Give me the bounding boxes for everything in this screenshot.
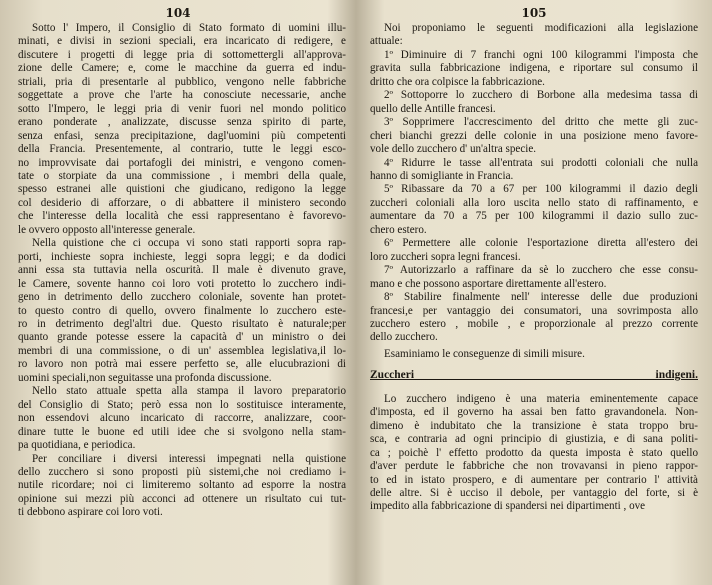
text-line: loro zuccheri sopra legni francesi.: [370, 250, 521, 263]
text-line: ca ; poichè l' effetto prodotto da questa imposta è stato quello: [370, 446, 698, 459]
text-line: opinione sui mezzi più acconci ad ottenere un risultato cui tut-: [18, 492, 346, 505]
proposal-item: [370, 89, 698, 116]
text-line: attuale:: [370, 35, 403, 48]
text-line: porti, inchieste sopra inchieste, leggi sopra leggi; e da dodici: [18, 250, 346, 263]
proposal-item: [370, 291, 698, 345]
text-line: dimeno è indubitato che la transizione è stata troppo bru-: [370, 419, 698, 432]
intro-paragraph: [370, 22, 698, 49]
text-line: nutile ricordare; noi ci limiteremo soltanto ad esporre la nostra: [18, 479, 346, 492]
text-line: tate o storpiate da una commissione , i membri della quale,: [18, 169, 346, 182]
text-line: non essendovi alcuno incaricato di raccorre, analizzare, coor-: [18, 412, 346, 425]
text-line: 6º Permettere alle colonie l'esportazione diretta all'estero dei: [384, 237, 698, 250]
text-line: del Consiglio di Stato; però essa non lo sostituisce interamente,: [18, 398, 346, 411]
text-line: 3º Sopprimere l'accrescimento del dritto che mette gli zuc-: [384, 116, 698, 129]
text-line: quanto grande potesse essere la capacità d' un ministro o dei: [18, 331, 346, 344]
text-line: dritto che ora colpisce la fabbricazione.: [370, 75, 545, 88]
text-line: 5º Ribassare da 70 a 67 per 100 kilogrammi il dazio degli: [384, 183, 698, 196]
left-page-body: [0, 20, 356, 520]
text-line: soggettate a prove che l'arte ha conosciute necessarie, anche: [18, 89, 346, 102]
text-line: 2º Sottoporre lo zucchero di Borbone alla medesima tassa di: [384, 89, 698, 102]
text-line: ro in detrimento degl'altri due. Questo risultato è naturale;per: [18, 317, 346, 330]
text-line: che l'interesse della località che essi rappresentano è favorevo-: [18, 210, 346, 223]
text-line: minati, e divisi in sezioni speciali, era incaricato di redigere, e: [18, 35, 346, 48]
proposal-item: [370, 264, 698, 291]
text-line: Lo zucchero indigeno è una materia eminentemente capace: [384, 392, 698, 405]
text-line: cheri bianchi grezzi delle colonie in una posizione meno favore-: [370, 129, 698, 142]
closing-line: [370, 348, 698, 361]
text-line: membri di una commissione, o di un' assemblea legislativa,il lo-: [18, 344, 346, 357]
paragraph: [370, 393, 698, 514]
text-line: delle altre. Si è ucciso il debole, per vantaggio del forte, si è: [370, 486, 698, 499]
text-line: Nello stato attuale spetta alla stampa il lavoro preparatorio: [32, 385, 346, 398]
text-line: no improvvisate dai portafogli dei ministri, e vengono comen-: [18, 156, 346, 169]
text-line: to questo contro di quello, ovvero finalmente lo zucchero este-: [18, 304, 346, 317]
text-line: quello delle Antille francesi.: [370, 102, 496, 115]
text-line: col desiderio di afforzare, o di abbattere il ministero secondo: [18, 196, 346, 209]
text-line: aumentare da 70 a 75 per 100 kilogrammi il dazio sullo zuc-: [370, 210, 698, 223]
text-line: mano e che possono asportare direttamente all'estero.: [370, 277, 607, 290]
text-line: hanno di somigliante in Francia.: [370, 169, 514, 182]
text-line: d'imposta, ed il governo ha assai ben fatto gravandonela. Non-: [370, 406, 698, 419]
text-line: anni essa sta tuttavia nella oscurità. Il male è divenuto grave,: [18, 264, 346, 277]
text-line: vole dello zucchero d' un'altra specie.: [370, 143, 537, 156]
text-line: erano ponderate , analizzate, discusse senza spirito di parte,: [18, 116, 346, 129]
text-line: discutere i progetti di legge pria di sottomettergli all'approva-: [18, 48, 346, 61]
text-line: 7º Autorizzarlo a raffinare da sè lo zucchero che esse consu-: [384, 264, 698, 277]
text-line: Nella quistione che ci occupa vi sono stati rapporti sopra rap-: [32, 237, 346, 250]
text-line: striali, pria di presentarle al pubblico, vengono nelle fabbriche: [18, 75, 346, 88]
text-line: 4º Ridurre le tasse all'entrata sui prodotti coloniali che nulla: [384, 156, 698, 169]
text-line: Noi proponiamo le seguenti modificazioni alla legislazione: [384, 22, 698, 34]
proposal-item: [370, 49, 698, 89]
proposal-item: [370, 183, 698, 237]
text-line: Per conciliare i diversi interessi impegnati nella quistione: [32, 452, 346, 465]
text-line: Sotto l' Impero, il Consiglio di Stato formato di uomini illu-: [32, 22, 346, 34]
text-line: ro lavoro non potrà mai essere perfetto se, alle elucubrazioni di: [18, 358, 346, 371]
page-number: 105: [521, 6, 547, 20]
text-line: gravita sulla fabbricazione indigena, e riportare sul consumo il: [370, 62, 698, 75]
text-line: to ed in istato prospero, e di aumentare per contrario l' attività: [370, 473, 698, 486]
text-line: le Camere, sovente hanno coi loro voti protetto lo zucchero indi-: [18, 277, 346, 290]
paragraph: [18, 385, 346, 452]
proposal-item: [370, 116, 698, 156]
text-line: ti debbono aspirare coi loro voti.: [18, 506, 163, 519]
text-line: impedito alla fabbricazione di spandersi nei dipartimenti , ove: [370, 500, 646, 513]
text-line: 1º Diminuire di 7 franchi ogni 100 kilogrammi l'imposta che: [384, 48, 698, 61]
text-line: zucchero estero , mobile , e proporzionale al prezzo corrente: [370, 317, 698, 330]
proposal-item: [370, 157, 698, 184]
right-page-body: [356, 20, 712, 514]
text-line: francesi,e per vantaggio dei consumatori, una sovrimposta allo: [370, 304, 698, 317]
text-line: geno in detrimento dello zucchero coloniale, sovente han protet-: [18, 291, 346, 304]
text-line: della Francia. Presentemente, al contrario, tutte le leggi esco-: [18, 143, 346, 156]
text-line: dello zucchero si sono proposti più sistemi,che noi crediamo i-: [18, 465, 346, 478]
text-line: d'aver perdute le fabbriche che non trovavansi in pieno rappor-: [370, 460, 698, 473]
text-line: zione delle Camere; e, come le macchine da guerra ed indu-: [18, 62, 346, 75]
text-line: sca, e contraria ad ogni principio di giustizia, e di sana politi-: [370, 433, 698, 446]
paragraph: [18, 237, 346, 385]
text-line: spesso estranei alle quistioni che giudicano, redigono la legge: [18, 183, 346, 196]
text-line: senza enfasi, senza precipitazione, dagl'uomini più competenti: [18, 129, 346, 142]
paragraph: [18, 22, 346, 237]
section-heading: Zuccheri indigeni.: [370, 369, 698, 382]
right-page: [356, 0, 712, 585]
text-line: 8º Stabilire finalmente nell' interesse delle due produzioni: [384, 291, 698, 304]
text-line: le ovvero opposto all'interesse generale.: [18, 223, 196, 236]
text-line: uomini speciali,non seguitasse una profonda discussione.: [18, 371, 272, 384]
text-line: zuccheri coloniali alla loro uscita nello stato di raffinamento, e: [370, 196, 698, 209]
text-line: dello zucchero.: [370, 331, 438, 344]
proposal-item: [370, 237, 698, 264]
text-line: chero estero.: [370, 223, 427, 236]
text-line: dinare tutte le buone ed utili idee che si svolgono nella stam-: [18, 425, 346, 438]
paragraph: [18, 453, 346, 520]
page-number: 104: [165, 6, 191, 20]
text-line: pa quotidiana, e periodica.: [18, 439, 136, 452]
text-line: Esaminiamo le conseguenze di simili misure.: [384, 347, 585, 360]
text-line: sotto l'Impero, le leggi pria di venir fuori nel mondo politico: [18, 102, 346, 115]
